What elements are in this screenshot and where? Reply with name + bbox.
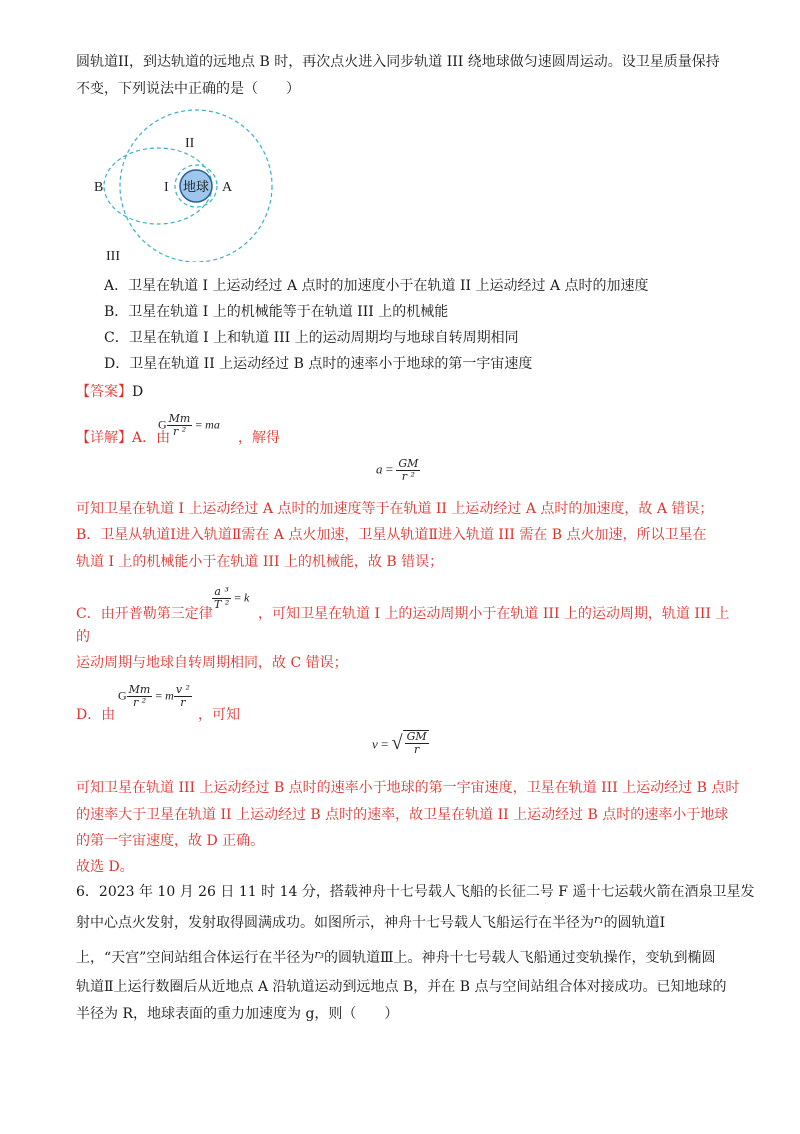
detail-d-line2: 的速率大于卫星在轨道 II 上运动经过 B 点时的速率，故卫星在轨道 II 上运动经过 B 点时的速率小于地球 xyxy=(76,807,729,823)
detail-c-line3: 运动周期与地球自转周期相同，故 C 错误； xyxy=(76,655,348,671)
detail-d-line1: 可知卫星在轨道 III 上运动经过 B 点时的速率小于地球的第一宇宙速度，卫星在轨道 III 上运动经过 B 点时 xyxy=(76,780,740,796)
answer-value: D xyxy=(132,384,144,400)
label-III: III xyxy=(106,249,120,262)
symbol-r1: r₁ xyxy=(594,913,604,926)
detail-d-suffix: ，可知 xyxy=(198,707,240,723)
detail-c-line2: 的 xyxy=(76,629,90,645)
problem5-line1: 圆轨道II，到达轨道的远地点 B 时，再次点火进入同步轨道 III 绕地球做匀速圆周运动。设卫星质量保持 xyxy=(76,54,720,70)
option-a: A．卫星在轨道 I 上运动经过 A 点时的加速度小于在轨道 II 上运动经过 A 点时的加速度 xyxy=(104,278,649,294)
earth-label: 地球 xyxy=(182,180,210,195)
problem6-line1: 6．2023 年 10 月 26 日 11 时 14 分，搭载神舟十七号载人飞船的长征二号 F 遥十七运载火箭在酒泉卫星发 xyxy=(76,884,755,900)
answer-tag: 【答案】 xyxy=(76,384,132,400)
formula-v: v = √ $\frac{GM}{r}$ xyxy=(372,730,427,756)
formula-gravity-a: G $\frac{Mm}{\text{r ²}}$ = ma xyxy=(158,412,220,438)
label-A: A xyxy=(222,180,233,195)
detail-a-conclusion: 可知卫星在轨道 I 上运动经过 A 点时的加速度等于在轨道 II 上运动经过 A 点时的加速度，故 A 错误； xyxy=(76,501,714,517)
option-b: B．卫星在轨道 I 上的机械能等于在轨道 III 上的机械能 xyxy=(104,304,449,320)
detail-c-prefix: C．由开普勒第三定律 xyxy=(76,606,213,622)
problem6-line3-b: 的圆轨道Ⅲ上。神舟十七号载人飞船通过变轨操作，变轨到椭圆 xyxy=(324,950,716,966)
orbit-diagram xyxy=(88,102,288,262)
label-II: II xyxy=(185,136,195,151)
option-d: D．卫星在轨道 II 上运动经过 B 点时的速率小于地球的第一宇宙速度 xyxy=(104,356,533,372)
detail-a-line xyxy=(76,428,170,448)
problem5-line2: 不变，下列说法中正确的是（ ） xyxy=(76,81,300,97)
problem6-line4: 轨道Ⅱ上运行数圈后从近地点 A 沿轨道运动到远地点 B，并在 B 点与空间站组合体对接成功。已知地球的 xyxy=(76,979,727,995)
formula-gravity-v: G $\frac{Mm}{\text{r ²}}$ = m $\frac{\text{v ²}}{r}$ xyxy=(118,683,190,709)
detail-conclusion: 故选 D。 xyxy=(76,859,134,875)
label-B: B xyxy=(94,180,104,195)
detail-c-suffix: ，可知卫星在轨道 I 上的运动周期小于在轨道 III 上的运动周期，轨道 III 上 xyxy=(258,606,730,622)
detail-tag: 【详解】 xyxy=(76,430,132,446)
problem6-line2 xyxy=(76,910,665,933)
detail-b-line2: 轨道 I 上的机械能小于在轨道 III 上的机械能，故 B 错误； xyxy=(76,554,444,570)
detail-a-prefix: A．由 xyxy=(132,430,171,446)
detail-a-suffix: ，解得 xyxy=(238,430,280,446)
problem6-line2-b: 的圆轨道Ⅰ xyxy=(603,915,666,931)
symbol-r3: r₃ xyxy=(314,948,324,961)
problem6-line2-a: 射中心点火发射，发射取得圆满成功。如图所示，神舟十七号载人飞船运行在半径为 xyxy=(76,915,594,931)
detail-d-prefix: D．由 xyxy=(76,707,116,723)
problem6-line3 xyxy=(76,945,716,968)
label-I: I xyxy=(164,180,169,195)
detail-d-line3: 的第一宇宙速度，故 D 正确。 xyxy=(76,833,265,849)
problem6-line3-a: 上，“天宫”空间站组合体运行在半径为 xyxy=(76,950,315,966)
formula-kepler: $\frac{\text{a ³}}{\text{T ²}}$ = k xyxy=(214,585,250,611)
problem6-line5: 半径为 R，地球表面的重力加速度为 g，则（ ） xyxy=(76,1006,399,1022)
answer-line xyxy=(76,382,143,402)
option-c: C．卫星在轨道 I 上和轨道 III 上的运动周期均与地球自转周期相同 xyxy=(104,330,519,346)
detail-b-line1: B．卫星从轨道Ⅰ进入轨道Ⅱ需在 A 点火加速，卫星从轨道Ⅱ进入轨道 III 需在 B 点火加速，所以卫星在 xyxy=(76,527,707,543)
formula-a: a = $\frac{GM}{\text{r ²}}$ xyxy=(376,457,419,483)
